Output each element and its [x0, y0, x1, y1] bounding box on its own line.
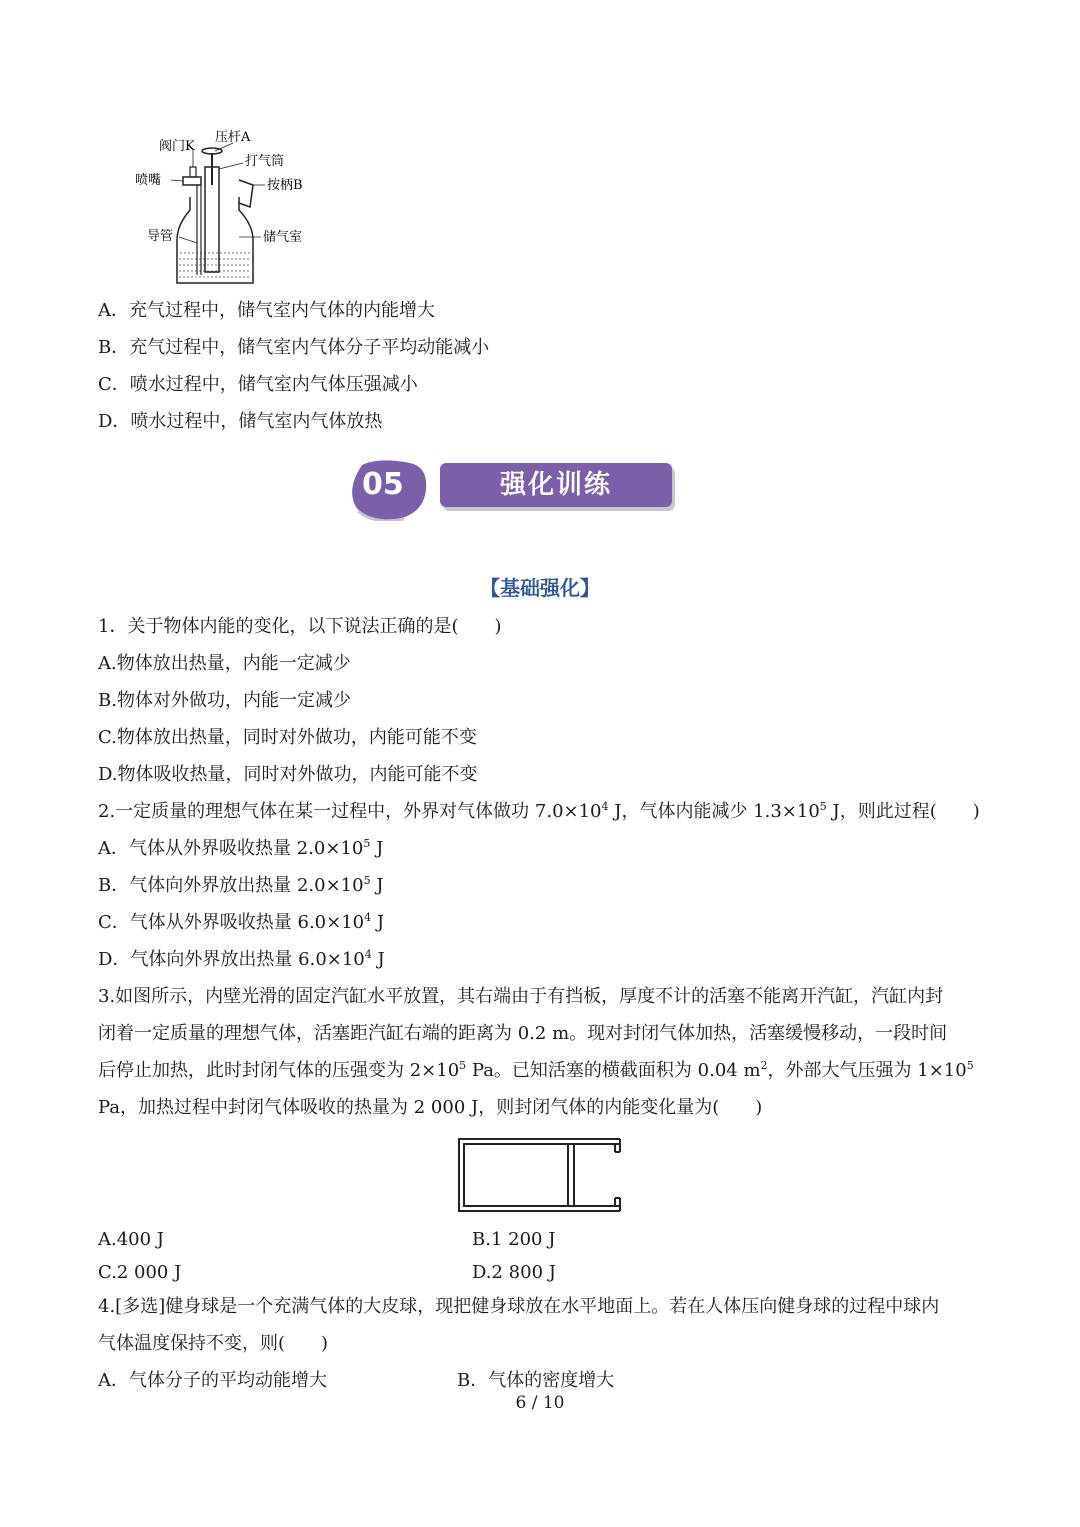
q3-line-2: 闭着一定质量的理想气体，活塞距汽缸右端的距离为 0.2 m。现对封闭气体加热，活塞缓慢移动，一段时间 — [98, 1023, 948, 1044]
label-pump: 打气筒 — [245, 154, 285, 169]
banner-title-box — [440, 463, 672, 507]
banner-number: 05 — [362, 467, 404, 502]
banner-title: 强化训练 — [499, 470, 612, 500]
q3-option-b: B.1 200 J — [472, 1229, 556, 1250]
label-tube: 导管 — [147, 229, 174, 244]
q4-option-a: A．气体分子的平均动能增大 — [98, 1370, 327, 1391]
q4-line-1: 4.[多选]健身球是一个充满气体的大皮球，现把健身球放在水平地面上。若在人体压向健身球的过程中球内 — [98, 1296, 940, 1317]
q1-option-d: D.物体吸收热量，同时对外做功，内能可能不变 — [98, 764, 478, 785]
prev-option-d: D．喷水过程中，储气室内气体放热 — [98, 411, 383, 432]
q3-option-a: A.400 J — [98, 1229, 165, 1250]
prev-option-c: C．喷水过程中，储气室内气体压强减小 — [98, 374, 418, 395]
label-chamber: 储气室 — [263, 230, 303, 245]
q1-option-c: C.物体放出热量，同时对外做功，内能可能不变 — [98, 727, 477, 748]
q2-option-b: B．气体向外界放出热量 $2.0\times 10^5$ J — [98, 874, 384, 896]
sprayer-diagram — [135, 125, 335, 290]
prev-option-a: A．充气过程中，储气室内气体的内能增大 — [98, 300, 435, 321]
q3-line-4: Pa，加热过程中封闭气体吸收的热量为 2 000 J，则封闭气体的内能变化量为( ) — [98, 1097, 763, 1118]
q4-line-2: 气体温度保持不变，则( ) — [98, 1333, 329, 1354]
q3-line-1: 3.如图所示，内壁光滑的固定汽缸水平放置，其右端由于有挡板，厚度不计的活塞不能离开汽缸，汽缸内封 — [98, 986, 944, 1007]
prev-option-b: B．充气过程中，储气室内气体分子平均动能减小 — [98, 337, 490, 358]
q2-stem: 2.一定质量的理想气体在某一过程中，外界对气体做功 $7.0\times 10^4$ J，气体内能减少 $1.3\times 10^5$ J，则此过程( ) — [98, 800, 980, 822]
q3-line-3: 后停止加热，此时封闭气体的压强变为 $2\times 10^5$ Pa。已知活塞的横截面积为 0.04 $m^2$，外部大气压强为 $1\times 10^5$ — [98, 1059, 974, 1081]
label-rod: 压杆A — [215, 130, 251, 145]
q3-option-c: C.2 000 J — [98, 1262, 182, 1283]
label-handle: 按柄B — [267, 178, 303, 193]
q3-option-d: D.2 800 J — [472, 1262, 556, 1283]
cylinder-diagram — [455, 1135, 625, 1215]
page-indicator: 6 / 10 — [515, 1393, 565, 1413]
label-nozzle: 喷嘴 — [135, 173, 162, 188]
q4-option-b: B．气体的密度增大 — [457, 1370, 615, 1391]
q2-option-c: C．气体从外界吸收热量 $6.0\times 10^4$ J — [98, 911, 385, 933]
q1-option-b: B.物体对外做功，内能一定减少 — [98, 690, 351, 711]
q1-stem: 1．关于物体内能的变化，以下说法正确的是( ) — [98, 616, 502, 637]
subheading: 【基础强化】 — [480, 576, 600, 600]
q1-option-a: A.物体放出热量，内能一定减少 — [98, 653, 351, 674]
section-banner — [340, 455, 680, 525]
q2-option-a: A．气体从外界吸收热量 $2.0\times 10^5$ J — [98, 837, 384, 859]
q2-option-d: D．气体向外界放出热量 $6.0\times 10^4$ J — [98, 948, 385, 970]
label-valve: 阀门K — [159, 139, 195, 154]
